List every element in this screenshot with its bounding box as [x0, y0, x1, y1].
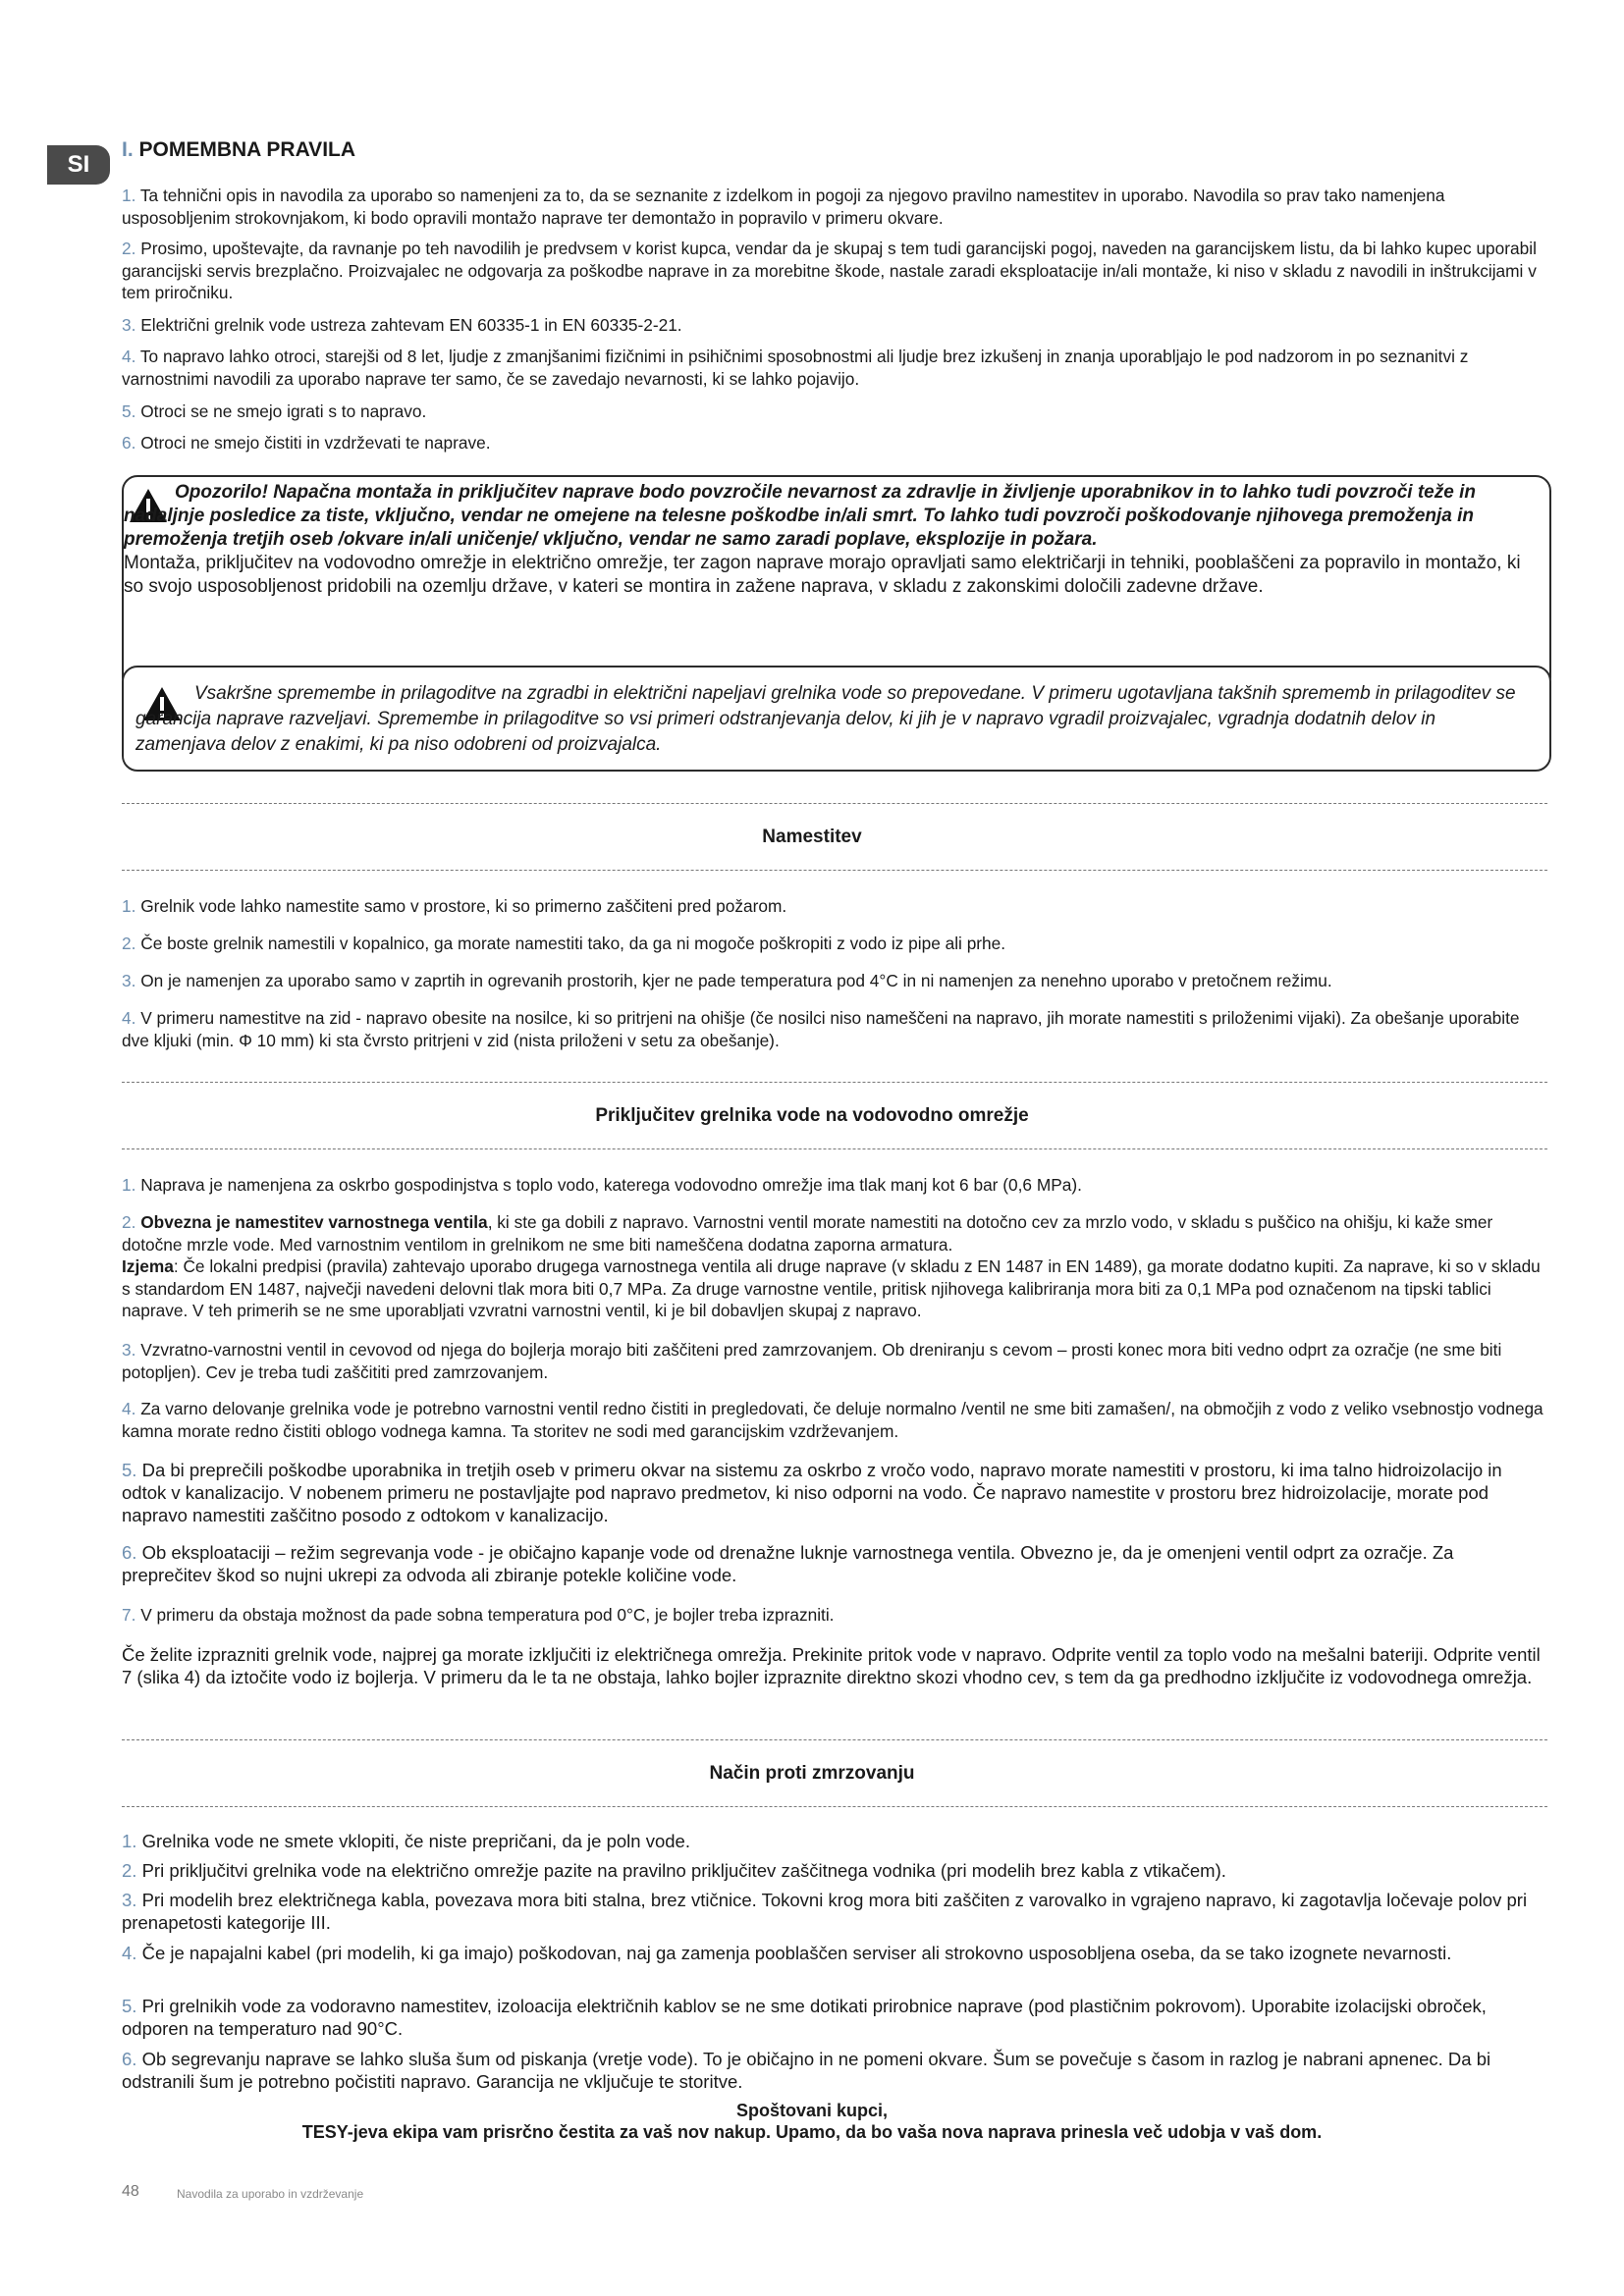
- item-bold-text: Obvezna je namestitev varnostnega ventila: [140, 1212, 488, 1232]
- rule-5: [122, 400, 1547, 423]
- divider: [122, 1806, 1547, 1807]
- divider: [122, 803, 1547, 804]
- item-text: Za varno delovanje grelnika vode je potrebno varnostni ventil redno čistiti in pregledovati, če deluje normalno /ventil ne sme biti zamašen/, na območjih z vodo z veliko vsebnostjo vodnega kamna morate redno čistiti oblogo vodnega kamna. Ta storitev ne sodi med garancijskim vzdrževanjem.: [122, 1399, 1543, 1441]
- item-number: 6.: [122, 1542, 137, 1563]
- frost-item-2: [122, 1859, 1547, 1882]
- rule-number: 1.: [122, 186, 136, 205]
- rule-text: Prosimo, upoštevajte, da ravnanje po teh navodilih je predvsem v korist kupca, vendar da je skupaj s tem tudi garancijski pogoj, naveden na garancijskem listu, da bi lahko kupec uporabil garancijski servis brezplačno. Proizvajalec ne odgovarja za poškodbe naprave in za morebitne škode, nastale zaradi eksploatacije in/ali montaže, ki niso v skladu z navodili in inštrukcijami v tem priročniku.: [122, 239, 1537, 302]
- heading-installation: Namestitev: [762, 827, 862, 847]
- exception-label: Izjema: [122, 1256, 174, 1276]
- item-text: Pri modelih brez električnega kabla, povezava mora biti stalna, brez vtičnice. Tokovni krog mora biti zaščiten z varovalko in vgrajeno napravo, ki zagotavlja ločevaje polov pri prenapetosti kategorije III.: [122, 1890, 1528, 1933]
- plumbing-item-5: [122, 1459, 1547, 1526]
- rule-number: 6.: [122, 433, 136, 453]
- rule-text: Otroci se ne smejo igrati s to napravo.: [140, 401, 427, 421]
- item-number: 4.: [122, 1943, 137, 1963]
- divider: [122, 1148, 1547, 1149]
- plumbing-item-7: [122, 1604, 1547, 1627]
- warning-text: [124, 481, 1538, 599]
- frost-item-1: [122, 1830, 1547, 1852]
- warning-box-modifications: [122, 666, 1551, 772]
- item-number: 1.: [122, 1175, 136, 1195]
- rule-2: [122, 238, 1547, 304]
- item-text: Če je napajalni kabel (pri modelih, ki ga imajo) poškodovan, naj ga zamenja pooblaščen serviser ali strokovno usposobljena oseba, da se tako izognete nevarnosti.: [141, 1943, 1452, 1963]
- item-text: Naprava je namenjena za oskrbo gospodinjstva s toplo vodo, katerega vodovodno omrežje ima tlak manj kot 6 bar (0,6 MPa).: [140, 1175, 1082, 1195]
- rule-number: 2.: [122, 239, 136, 258]
- warning-italic-text: Vsakršne spremembe in prilagoditve na zgradbi in električni napeljavi grelnika vode so prepovedane. V primeru ugotavljana takšnih sprememb in prilagoditev se garancija naprave razveljavi. Spremembe in prilagoditve so vsi primeri odstranjevanja delov, ki jih je v napravo vgradil proizvajalec, vgradnja dodatnih delov in zamenjava delov z enakimi, ki pa niso odobreni od proizvajalca.: [135, 683, 1516, 755]
- item-text: Da bi preprečili poškodbe uporabnika in tretjih oseb v primeru okvar na sistemu za oskrbo z vročo vodo, napravo morate namestiti v prostoru, ki ima talno hidroizolacijo in odtok v kanalizacijo. V nobenem primeru ne postavljajte pod napravo predmetov, ki niso odporni na vodo. Če napravo namestite v prostoru brez hidroizolacije, morate pod napravo namestiti zaščitno posodo z odtokom v kanalizacijo.: [122, 1460, 1502, 1525]
- item-text: Če boste grelnik namestili v kopalnico, ga morate namestiti tako, da ga ni mogoče poškropiti z vodo iz pipe ali prhe.: [140, 934, 1006, 953]
- install-item-2: [122, 933, 1547, 955]
- rule-text: To napravo lahko otroci, starejši od 8 let, ljudje z zmanjšanimi fizičnimi in psihičnimi sposobnostmi ali ljudje brez izkušenj in znanja uporabljajo le pod nadzorom in po seznanitvi z varnostnimi navodili za uporabo naprave ter samo, če se zavedajo nevarnosti, ki se lahko pojavijo.: [122, 347, 1469, 389]
- item-text: Ob segrevanju naprave se lahko sluša šum od piskanja (vretje vode). To je običajno in ne pomeni okvare. Šum se povečuje s časom in razlog je nabrani apnenec. Da bi odstranili šum je potrebno počistiti napravo. Garancija ne vključuje te storitve.: [122, 2049, 1491, 2092]
- rule-text: Otroci ne smejo čistiti in vzdrževati te naprave.: [140, 433, 491, 453]
- item-text: V primeru namestitve na zid - napravo obesite na nosilce, ki so pritrjeni na ohišje (če nosilci niso nameščeni na napravo, jih morate namestiti s priloženimi vijaki). Za obešanje uporabite dve kljuki (min. Φ 10 mm) ki sta čvrsto pritrjeni v zid (nista priloženi v setu za obešanje).: [122, 1008, 1520, 1050]
- item-text: , ki ste ga dobili z napravo. Varnostni ventil morate namestiti na dotočno cev za mrzlo vodo, v skladu s puščico na ohišju, ki kaže smer dotočne mrzle vode. Med varnostnim ventilom in grelnikom ne sme biti nameščena dodatna zaporna armatura.: [122, 1212, 1493, 1255]
- item-text: Vzvratno-varnostni ventil in cevovod od njega do bojlerja morajo biti zaščiteni pred zamrzovanjem. Ob dreniranju s cevom – prosti konec mora biti vedno odprt za ozračje (ne sme biti potopljen). Cev je treba tudi zaščititi pred zamrzovanjem.: [122, 1340, 1502, 1382]
- item-number: 2.: [122, 1860, 137, 1881]
- section-title-text: POMEMBNA PRAVILA: [138, 138, 356, 161]
- item-number: 3.: [122, 1890, 137, 1910]
- rule-6: [122, 432, 1547, 454]
- plumbing-item-1: [122, 1174, 1547, 1197]
- divider: [122, 1082, 1547, 1083]
- item-text: Grelnik vode lahko namestite samo v prostore, ki so primerno zaščiteni pred požarom.: [140, 896, 787, 916]
- rule-number: 4.: [122, 347, 136, 366]
- item-number: 1.: [122, 1831, 137, 1851]
- rule-number: 5.: [122, 401, 136, 421]
- rule-1: [122, 185, 1547, 229]
- rule-text: Električni grelnik vode ustreza zahtevam EN 60335-1 in EN 60335-2-21.: [140, 315, 682, 335]
- drain-instructions: Če želite izprazniti grelnik vode, najprej ga morate izključiti iz električnega omrežja. Prekinite pritok vode v napravo. Odprite ventil za toplo vodo na mešalni bateriji. Odprite ventil 7 (slika 4) da iztočite vodo iz bojlerja. V primeru da le ta ne obstaja, lahko bojler izpraznite direktno skozi vhodno cev, s tem da ga predhodno izključite iz vodovodnega omrežja.: [122, 1644, 1541, 1687]
- rule-number: 3.: [122, 315, 136, 335]
- frost-item-4: [122, 1942, 1547, 1964]
- item-number: 7.: [122, 1605, 136, 1625]
- warning-text: [135, 681, 1530, 758]
- item-number: 2.: [122, 1212, 136, 1232]
- exception-text: : Če lokalni predpisi (pravila) zahtevajo uporabo drugega varnostnega ventila ali druge naprave (v skladu z EN 1487 in EN 1489), ga morate dodatno kupiti. Za naprave, ki so v skladu s standardom EN 1487, največji navedeni delovni tlak mora biti 0,7 MPa. Za druge varnostne ventile, pritisk njihovega kalibriranja mora biti za 0,1 MPa pod označenom na tipski tablici naprave. V teh primerih se ne sme uporabljati vzvratni varnostni ventil, ki je bil dobavljen skupaj z napravo.: [122, 1256, 1541, 1320]
- page-number: 48: [122, 2183, 139, 2200]
- plumbing-item-2: [122, 1211, 1547, 1322]
- install-item-3: [122, 970, 1547, 992]
- item-number: 1.: [122, 896, 136, 916]
- rule-text: Ta tehnični opis in navodila za uporabo so namenjeni za to, da se seznanite z izdelkom in pogoji za njegovo pravilno namestitev in uporabo. Navodila so prav tako namenjena usposobljenim strokovnjakom, ki bodo opravili montažo naprave ter demontažo in popravilo v primeru okvare.: [122, 186, 1445, 228]
- divider: [122, 870, 1547, 871]
- plumbing-item-4: [122, 1398, 1547, 1442]
- item-text: Pri grelnikih vode za vodoravno namestitev, izoloacija električnih kablov se ne sme dotikati prirobnice naprave (pod plastičnim pokrovom). Uporabite izolacijski obroček, odporen na temperaturo nad 90°C.: [122, 1996, 1487, 2039]
- frost-item-3: [122, 1889, 1547, 1934]
- footer-text: Navodila za uporabo in vzdrževanje: [177, 2187, 364, 2201]
- item-text: On je namenjen za uporabo samo v zaprtih in ogrevanih prostorih, kjer ne pade temperatura pod 4°C in ni namenjen za nenehno uporabo v pretočnem režimu.: [140, 971, 1332, 990]
- item-number: 5.: [122, 1996, 137, 2016]
- item-number: 5.: [122, 1460, 137, 1480]
- plumbing-item-3: [122, 1339, 1547, 1383]
- section-number: I.: [122, 138, 134, 161]
- frost-item-6: [122, 2048, 1547, 2093]
- section-title: [122, 138, 355, 162]
- rule-4: [122, 346, 1547, 390]
- heading-frost: Način proti zmrzovanju: [709, 1763, 915, 1784]
- item-number: 2.: [122, 934, 136, 953]
- item-text: V primeru da obstaja možnost da pade sobna temperatura pod 0°C, je bojler treba izprazniti.: [140, 1605, 835, 1625]
- warning-bold-text: Opozorilo! Napačna montaža in priključitev naprave bodo povzročile nevarnost za zdravlje in življenje uporabnikov in to lahko tudi povzroči teže in nadaljnje posledice za tiste, vključno, vendar ne omejene na telesne poškodbe in/ali smrt. To lahko tudi povzroči poškodovanje njihovega premoženja in premoženja tretjih oseb /okvare in/ali uničenje/ vključno, vendar ne samo zaradi poplave, eksplozije in požara.: [124, 482, 1476, 550]
- item-number: 6.: [122, 2049, 137, 2069]
- install-item-1: [122, 895, 1547, 918]
- warning-normal-text: Montaža, priključitev na vodovodno omrežje in električno omrežje, ter zagon naprave morajo opravljati samo električarji in tehniki, pooblaščeni za popravilo in montažo, ki so svojo usposobljenost pridobili na ozemlju države, v kateri se montira in zažene naprava, v skladu z zakonskimi določili zadevne države.: [124, 553, 1521, 597]
- closing-message: TESY-jeva ekipa vam prisrčno čestita za vaš nov nakup. Upamo, da bo vaša nova naprava prinesla več udobja v vaš dom.: [301, 2122, 1323, 2142]
- item-text: Ob eksploataciji – režim segrevanja vode - je običajno kapanje vode od drenažne luknje varnostnega ventila. Obvezno je, da je omenjeni ventil odprt za ozračje. Za preprečitev škod so nujni ukrepi za odvoda ali zbiranje potekle količine vode.: [122, 1542, 1454, 1585]
- closing-greeting: Spoštovani kupci,: [735, 2101, 889, 2120]
- item-number: 3.: [122, 1340, 136, 1360]
- frost-item-5: [122, 1995, 1547, 2040]
- install-item-4: [122, 1007, 1547, 1051]
- item-number: 3.: [122, 971, 136, 990]
- item-number: 4.: [122, 1399, 136, 1418]
- warning-box-danger: [122, 475, 1551, 693]
- language-tab: SI: [47, 145, 110, 185]
- plumbing-item-6: [122, 1541, 1547, 1586]
- heading-plumbing: Priključitev grelnika vode na vodovodno omrežje: [595, 1105, 1029, 1126]
- item-text: Grelnika vode ne smete vklopiti, če niste prepričani, da je poln vode.: [141, 1831, 690, 1851]
- item-text: Pri priključitvi grelnika vode na električno omrežje pazite na pravilno priključitev zaščitnega vodnika (pri modelih brez kabla z vtikačem).: [141, 1860, 1226, 1881]
- rule-3: [122, 314, 1547, 337]
- divider: [122, 1739, 1547, 1740]
- item-number: 4.: [122, 1008, 136, 1028]
